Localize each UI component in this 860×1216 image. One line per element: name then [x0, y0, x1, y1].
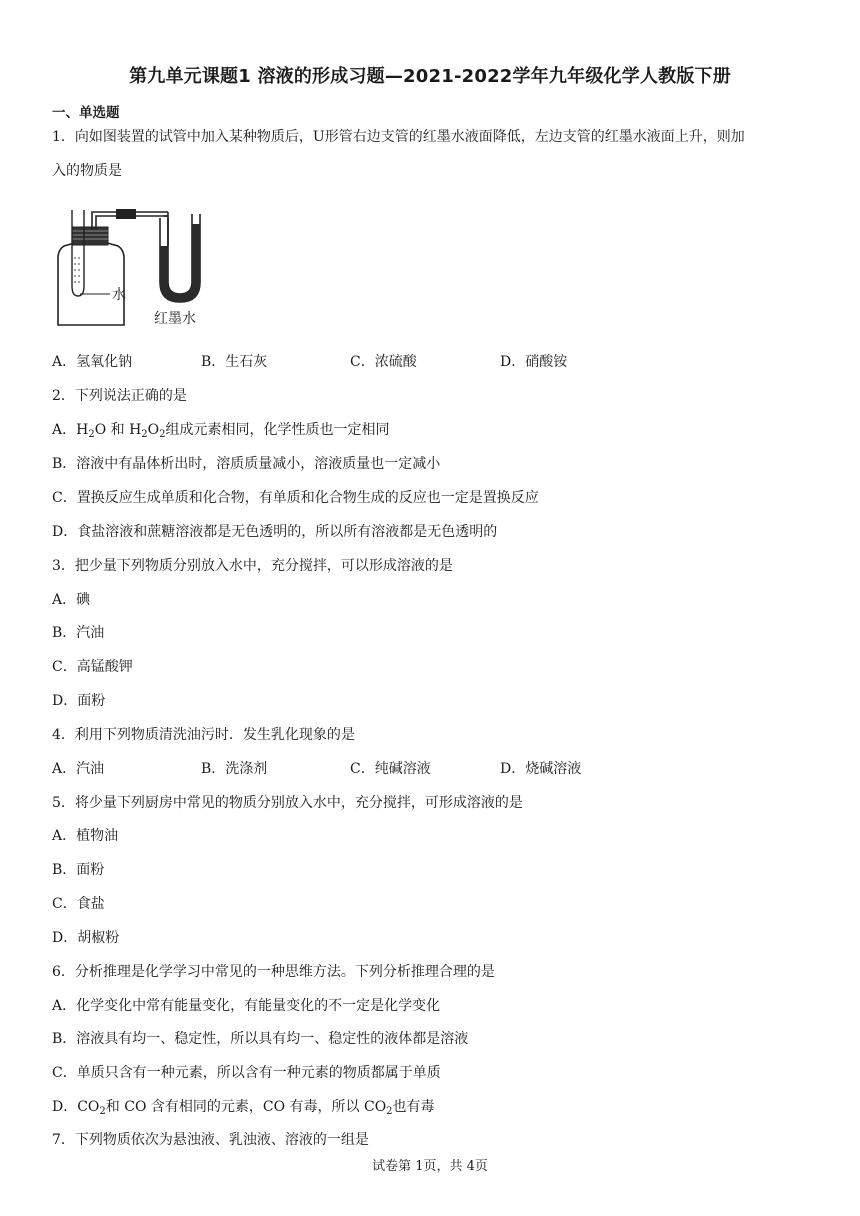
page-footer: 试卷第 1页，共 4页: [372, 1159, 488, 1174]
q2-option-a-text: O 和 H: [94, 422, 142, 438]
q2-option-a-text: O: [147, 422, 160, 438]
subscript: 2: [141, 429, 148, 440]
q5-option-b[interactable]: B．面粉: [52, 862, 105, 878]
q6-stem: 6．分析推理是化学学习中常见的一种思维方法。下列分析推理合理的是: [52, 964, 495, 980]
q6-option-b[interactable]: B．溶液具有均一、稳定性，所以具有均一、稳定性的液体都是溶液: [52, 1031, 469, 1047]
q2-option-a[interactable]: [52, 421, 390, 439]
subscript: 2: [99, 1106, 106, 1117]
q1-option-c[interactable]: C．浓硫酸: [350, 354, 417, 370]
q2-stem: 2．下列说法正确的是: [52, 388, 187, 404]
q4-stem: 4．利用下列物质清洗油污时．发生乳化现象的是: [52, 727, 355, 743]
subscript: 2: [88, 429, 95, 440]
q4-option-d[interactable]: D．烧碱溶液: [500, 761, 582, 777]
section-heading: 一、单选题: [52, 105, 120, 121]
q6-option-c[interactable]: C．单质只含有一种元素，所以含有一种元素的物质都属于单质: [52, 1065, 441, 1081]
q1-option-d[interactable]: D．硝酸铵: [500, 354, 568, 370]
figure-label-water: 水: [112, 287, 126, 303]
q5-option-d[interactable]: D．胡椒粉: [52, 930, 120, 946]
figure-label-red-ink: 红墨水: [154, 311, 196, 327]
q7-stem: 7．下列物质依次为悬浊液、乳浊液、溶液的一组是: [52, 1132, 369, 1148]
page-title: 第九单元课题1 溶液的形成习题—2021-2022学年九年级化学人教版下册: [129, 66, 731, 87]
q2-option-b[interactable]: B．溶液中有晶体析出时，溶质质量减小，溶液质量也一定减小: [52, 456, 441, 472]
q1-option-a[interactable]: A．氢氧化钠: [52, 354, 133, 370]
q4-option-a[interactable]: A．汽油: [52, 761, 105, 777]
q3-option-b[interactable]: B．汽油: [52, 625, 105, 641]
u-tube-apparatus-figure: [48, 198, 218, 330]
q6-option-a[interactable]: A．化学变化中常有能量变化，有能量变化的不一定是化学变化: [52, 998, 441, 1014]
subscript: 2: [386, 1106, 393, 1117]
q5-option-c[interactable]: C．食盐: [52, 896, 105, 912]
q3-option-d[interactable]: D．面粉: [52, 693, 106, 709]
q1-stem-line1: 1．向如图装置的试管中加入某种物质后，U形管右边支管的红墨水液面降低，左边支管的红墨水液面上升，则加: [52, 129, 745, 145]
q6-option-d[interactable]: [52, 1098, 435, 1116]
q3-stem: 3．把少量下列物质分别放入水中，充分搅拌，可以形成溶液的是: [52, 558, 453, 574]
q5-stem: 5．将少量下列厨房中常见的物质分别放入水中，充分搅拌，可形成溶液的是: [52, 795, 523, 811]
q1-stem-line2: 入的物质是: [52, 163, 122, 179]
q1-option-b[interactable]: B．生石灰: [201, 354, 268, 370]
q4-option-b[interactable]: B．洗涤剂: [201, 761, 268, 777]
q6-option-d-text: 和 CO 含有相同的元素，CO 有毒，所以 CO: [105, 1099, 387, 1115]
q2-option-a-text: A．H: [52, 422, 89, 438]
subscript: 2: [159, 429, 166, 440]
q6-option-d-text: 也有毒: [392, 1099, 435, 1115]
q4-option-c[interactable]: C．纯碱溶液: [350, 761, 431, 777]
q3-option-a[interactable]: A．碘: [52, 592, 91, 608]
q6-option-d-text: D．CO: [52, 1099, 100, 1115]
q2-option-d[interactable]: D．食盐溶液和蔗糖溶液都是无色透明的，所以所有溶液都是无色透明的: [52, 524, 498, 540]
q3-option-c[interactable]: C．高锰酸钾: [52, 659, 133, 675]
q5-option-a[interactable]: A．植物油: [52, 828, 119, 844]
q2-option-a-text: 组成元素相同，化学性质也一定相同: [165, 422, 390, 438]
q2-option-c[interactable]: C．置换反应生成单质和化合物，有单质和化合物生成的反应也一定是置换反应: [52, 490, 539, 506]
